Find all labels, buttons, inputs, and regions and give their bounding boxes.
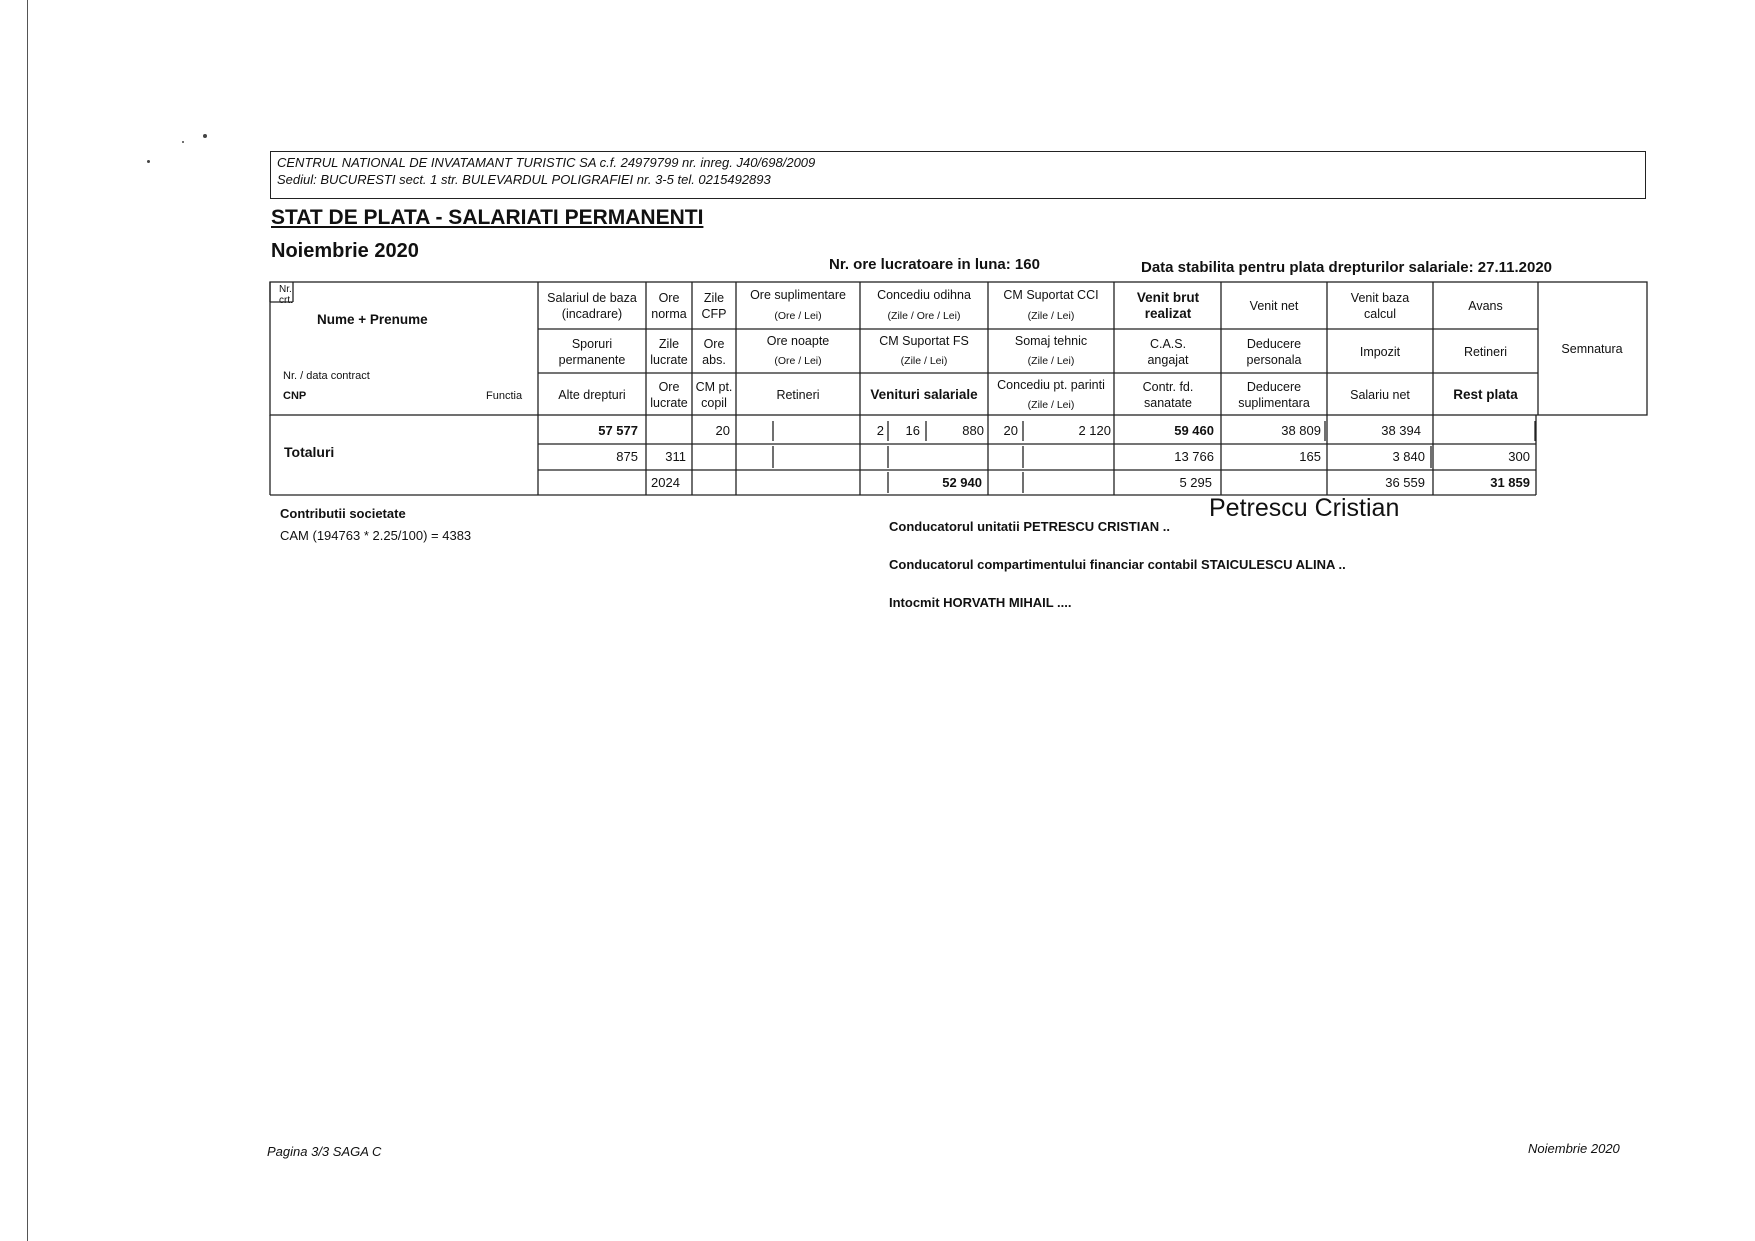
header-salary-income: Venituri salariale xyxy=(870,386,978,402)
header-name: Nume + Prenume xyxy=(317,312,428,327)
header-overtime-unit: (Ore / Lei) xyxy=(774,310,822,322)
total-permanent-bonuses: 875 xyxy=(616,449,638,464)
header-signature: Semnatura xyxy=(1561,342,1623,356)
company-header-box xyxy=(270,151,1646,199)
cam-contribution-formula: CAM (194763 * 2.25/100) = 4383 xyxy=(280,528,472,543)
header-cfp-days: Zile CFP xyxy=(701,291,727,321)
total-withholdings: 300 xyxy=(1508,449,1530,464)
header-night-hours: Ore noapte xyxy=(766,334,830,348)
header-withholdings: Retineri xyxy=(1463,344,1508,359)
header-advance: Avans xyxy=(1468,299,1503,313)
total-cas-employee: 13 766 xyxy=(1174,449,1214,464)
header-health-contribution: Contr. fd. sanatate xyxy=(1142,379,1194,410)
header-balance-payable: Rest plata xyxy=(1453,386,1518,402)
payment-date-info: Data stabilita pentru plata drepturilor salariale: 27.11.2020 xyxy=(1141,259,1552,276)
header-worked-days: Zile lucrate xyxy=(650,336,688,367)
company-line-1: CENTRUL NATIONAL DE INVATAMANT TURISTIC SA c.f. 24979799 nr. inreg. J40/698/2009 xyxy=(277,155,816,170)
header-sick-leave-fs: CM Suportat FS xyxy=(879,334,969,348)
total-cfp-days: 20 xyxy=(715,423,730,438)
total-income-tax: 3 840 xyxy=(1392,449,1425,464)
header-cnp: CNP xyxy=(283,390,307,402)
total-taxable-base: 38 394 xyxy=(1381,423,1421,438)
total-cci-amount: 2 120 xyxy=(1078,423,1111,438)
header-net-salary: Salariu net xyxy=(1350,387,1410,402)
header-sick-leave-cci: CM Suportat CCI xyxy=(1003,288,1099,302)
scan-speck xyxy=(182,141,184,143)
header-taxable-base: Venit baza calcul xyxy=(1350,291,1410,321)
total-vacation-days: 2 xyxy=(876,423,884,438)
totals-label: Totaluri xyxy=(284,444,335,460)
total-vacation-amount: 880 xyxy=(962,423,984,438)
manager-signature-line: Conducatorul unitatii PETRESCU CRISTIAN .. xyxy=(889,519,1170,534)
header-overtime: Ore suplimentare xyxy=(750,288,846,302)
header-personal-deduction: Deducere personala xyxy=(1246,336,1302,367)
total-health-contribution: 5 295 xyxy=(1179,475,1212,490)
header-permanent-bonuses: Sporuri permanente xyxy=(558,336,626,367)
total-gross-income: 59 460 xyxy=(1174,423,1214,438)
header-absent-hours: Ore abs. xyxy=(702,336,726,367)
header-nr-crt: Nr. crt. xyxy=(279,284,293,306)
company-line-2: Sediul: BUCURESTI sect. 1 str. BULEVARDUL POLIGRAFIEI nr. 3-5 tel. 0215492893 xyxy=(277,172,771,187)
header-sick-leave-fs-unit: (Zile / Lei) xyxy=(900,355,948,367)
header-child-sick-leave: CM pt. copil xyxy=(695,379,733,410)
header-norm-hours: Ore norma xyxy=(651,291,687,321)
page-footer-right: Noiembrie 2020 xyxy=(1528,1141,1620,1156)
header-other-rights: Alte drepturi xyxy=(558,387,626,402)
header-cas-employee: C.A.S. angajat xyxy=(1147,336,1189,367)
header-income-tax: Impozit xyxy=(1359,344,1401,359)
total-vacation-hours: 16 xyxy=(905,423,920,438)
header-vacation: Concediu odihna xyxy=(877,288,971,302)
company-contributions-title: Contributii societate xyxy=(280,506,406,521)
total-net-salary: 36 559 xyxy=(1385,475,1425,490)
header-night-hours-unit: (Ore / Lei) xyxy=(774,355,822,367)
header-deductions: Retineri xyxy=(776,387,820,402)
header-worked-hours: Ore lucrate xyxy=(650,379,688,410)
header-contract: Nr. / data contract xyxy=(283,370,370,382)
total-worked-hours: 2024 xyxy=(651,475,680,490)
header-gross-income: Venit brut realizat xyxy=(1136,290,1200,321)
total-balance-payable: 31 859 xyxy=(1490,475,1530,490)
header-parental-leave-unit: (Zile / Lei) xyxy=(1027,398,1075,411)
financial-manager-signature-line: Conducatorul compartimentului financiar contabil STAICULESCU ALINA .. xyxy=(889,557,1346,572)
prepared-by-line: Intocmit HORVATH MIHAIL .... xyxy=(889,595,1072,610)
header-technical-unemployment-unit: (Zile / Lei) xyxy=(1027,355,1075,367)
header-parental-leave: Concediu pt. parinti xyxy=(997,378,1105,392)
header-vacation-unit: (Zile / Ore / Lei) xyxy=(887,310,961,322)
total-salary-income: 52 940 xyxy=(942,475,982,490)
total-cci-days: 20 xyxy=(1003,423,1018,438)
document-title: STAT DE PLATA - SALARIATI PERMANENTI xyxy=(271,206,704,229)
header-function: Functia xyxy=(486,390,523,402)
total-worked-days: 311 xyxy=(665,449,686,464)
total-net-income: 38 809 xyxy=(1281,423,1321,438)
working-hours-info: Nr. ore lucratoare in luna: 160 xyxy=(829,256,1040,273)
total-base-salary: 57 577 xyxy=(598,423,638,438)
header-base-salary: Salariul de baza (incadrare) xyxy=(547,291,637,321)
scan-speck xyxy=(147,160,150,163)
document-month: Noiembrie 2020 xyxy=(271,240,419,262)
manager-handwritten-name: Petrescu Cristian xyxy=(1209,494,1400,522)
binder-margin-line xyxy=(27,0,28,1241)
total-personal-deduction: 165 xyxy=(1299,449,1321,464)
header-net-income: Venit net xyxy=(1249,299,1299,313)
header-sick-leave-cci-unit: (Zile / Lei) xyxy=(1027,310,1075,322)
scan-speck xyxy=(203,134,207,138)
header-additional-deduction: Deducere suplimentara xyxy=(1238,379,1310,410)
header-technical-unemployment: Somaj tehnic xyxy=(1014,334,1088,348)
page-footer-left: Pagina 3/3 SAGA C xyxy=(267,1144,382,1159)
